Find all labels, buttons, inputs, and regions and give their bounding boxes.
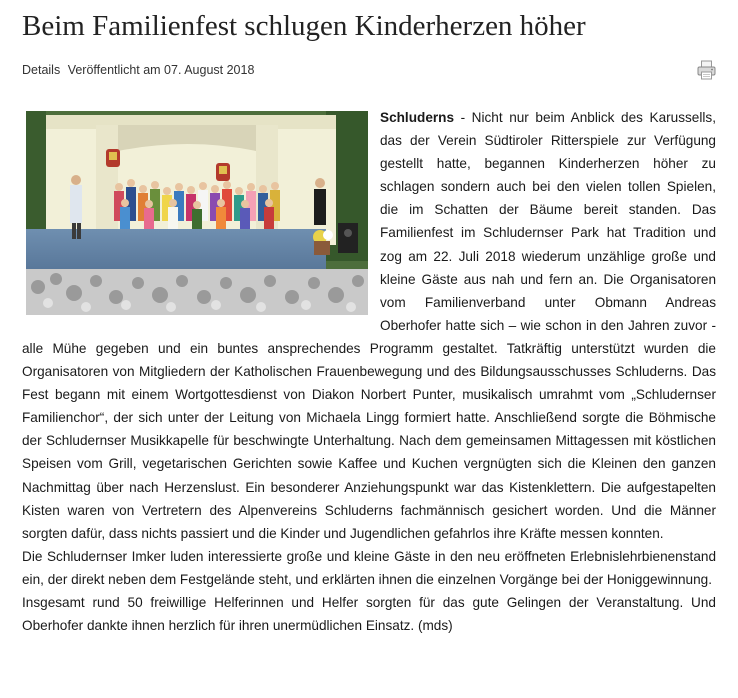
- article-meta: [22, 63, 254, 77]
- article-paragraph-2: Die Schludernser Imker luden interessierte große und kleine Gäste in den neu eröffneten Erlebnislehrbienenstand ein, der direkt neben dem Festgelände steht, und erklärten ihnen die einzelnen Vorgänge bei der Honiggewinnung.: [22, 548, 716, 587]
- article-body: [22, 106, 716, 637]
- article-lead: Schluderns: [380, 110, 455, 125]
- details-label: Details: [22, 63, 61, 77]
- article-title: Beim Familienfest schlugen Kinderherzen höher: [22, 10, 586, 42]
- article-paragraph-3: Insgesamt rund 50 freiwillige Helferinnen und Helfer sorgten für das gute Gelingen der Veranstaltung. Und Oberhofer dankte ihnen herzlich für ihren unermüdlichen Einsatz. (mds): [22, 594, 716, 634]
- published-date: Veröffentlicht am 07. August 2018: [67, 63, 255, 77]
- printer-icon: [697, 60, 716, 80]
- print-button[interactable]: [697, 60, 716, 80]
- article-photo: [26, 111, 368, 315]
- article-paragraph-1-text: - Nicht nur beim Anblick des Karussells, das der Verein Südtiroler Ritterspiele zur Verfügung gestellt hatte, begannen Kinderherzen höher zu schlagen sondern auch bei den vielen tollen Spielen, die im Schatten der Bäume bereit standen. Das Familienfest im Schludernser Park hat Tradition und zog am 22. Juli 2018 wiederum unzählige große und kleine Gäste aus nah und fern an. Die Organisatoren vom Familienverband unter Obmann Andreas Oberhofer hatte sich – wie schon in den Jahren zuvor - alle Mühe gegeben und ein buntes ansprechendes Programm gestaltet. Tatkräftig unterstützt wurden die Organisatoren von Mitgliedern der Katholischen Frauenbewegung und des Bildungsausschusses Schluderns. Das Fest begann mit einem Wortgottesdienst von Diakon Norbert Punter, musikalisch umrahmt vom „Schludernser Familienchor“, der sich unter der Leitung von Michaela Lingg formiert hatte. Anschließend sorgte die Böhmische der Schludernser Musikkapelle für beschwingte Unterhaltung. Nach dem gemeinsamen Mittagessen mit köstlichen Speisen vom Grill, vegetarischen Gerichten sowie Kaffee und Kuchen vergnügten sich die Kleinen den ganzen Nachmittag über nach Herzenslust. Ein besonderer Anziehungspunkt war das Kistenklettern. Die aufgestapelten Kisten waren von Vertretern des Alpenvereins Schluderns fachmännisch gesichert worden. Und die Männer sorgten dafür, dass nichts passiert und die Kinder und Jugendlichen gefahrlos ihre Kräfte messen konnten.: [22, 110, 716, 541]
